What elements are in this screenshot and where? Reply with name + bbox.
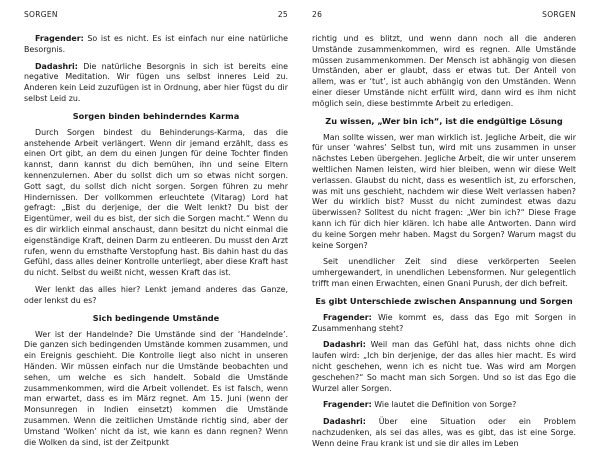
body-paragraph: Wer ist der Handelnde? Die Umstände sind der ‘Handelnde’. Die ganzen sich bedingenden Umstände kommen zusammen, und ein Ereignis geschieht. Die Kontrolle liegt also nicht in unseren Händen. Wir müssen einfach nur die Umstände beobachten und sehen, um welche es sich handelt. Sobald die Umstände zusammenkommen, wird die Arbeit vollendet. Es ist falsch, wenn man erwartet, dass es im März regnet. Am 15. Juni (wenn der Monsunregen in Indien einsetzt) kommen die Umstände zusammen. Wenn die zeitlichen Umstände richtig sind, aber der Umstand ‘Wolken’ nicht da ist, wie kann es dann regnen? Wenn die Wolken da sind, ist der Zeitpunkt: [24, 329, 288, 447]
body-paragraph: Wer lenkt das alles hier? Lenkt jemand anderes das Ganze, oder lenkst du es?: [24, 284, 288, 305]
page-header: [312, 10, 576, 24]
section-heading: Zu wissen, „Wer bin ich“, ist die endgültige Lösung: [325, 115, 563, 126]
page-body: [24, 34, 288, 448]
body-paragraph: richtig und es blitzt, und wenn dann noch all die anderen Umstände zusammenkommen, wird es regnen. Alle Umstände müssen zusammenkommen. Der Mensch ist abhängig von diesen Umständen, aber er glaubt, dass er etwas tut. Der Anteil von allem, was er ‘tut’, ist auch abhängig von den Umständen. Wenn einer dieser Umstände nicht erfüllt wird, dann wird es ihm nicht möglich sein, diese bestimmte Arbeit zu erledigen.: [312, 34, 576, 108]
speaker-label: Fragender:: [35, 34, 84, 43]
page-number: 26: [312, 10, 323, 19]
answer-paragraph: [24, 62, 288, 105]
speaker-label: Fragender:: [323, 400, 372, 410]
speaker-label: Fragender:: [323, 312, 372, 322]
body-paragraph: Seit unendlicher Zeit sind diese verkörperten Seelen umhergewandert, in unendlichen Lebensformen. Nur gelegentlich trifft man einen Erwachten, einen Gnani Purush, der dich befreit.: [312, 257, 576, 288]
body-paragraph: Man sollte wissen, wer man wirklich ist. Jegliche Arbeit, die wir für unser ‘wahres’ Selbst tun, wird mit uns zusammen in unser nächstes Leben übergehen. Jegliche Arbeit, die wir unter unserem weltlichen Namen leisten, wird hier bleiben, wenn wir diese Welt verlassen. Glaubst du nicht, dass es wesentlich ist, zu erforschen, was mit uns geschieht, nachdem wir diese Welt verlassen haben? Wer du wirklich bist? Musst du nicht zumindest etwas dazu überwissen? Solltest du nicht fragen: „Wer bin ich?“ Diese Frage kann ich für dich hier klären. Ich habe alle Antworten. Dann wird du keine Sorgen mehr haben. Magst du Sorgen? Warum magst du keine Sorgen?: [312, 132, 576, 250]
question-paragraph: [24, 34, 288, 56]
section-heading: Sorgen binden behinderndes Karma: [72, 110, 240, 121]
left-page: [24, 0, 288, 465]
section-heading: Sich bedingende Umstände: [92, 312, 220, 323]
body-paragraph: Durch Sorgen bindest du Behinderungs-Karma, das die anstehende Arbeit verlängert. Wenn dir jemand erzählt, dass es einen Ort gibt, an dem du einen Jungen für deine Tochter finden kannst, dann kannst du dich bemühen, ihn und seine Eltern kennenzulernen. Aber du sollst dich um so etwas nicht sorgen. Gott sagt, du sollst dich nicht sorgen. Sorgen führen zu mehr Hindernissen. Der vollkommen erleuchtete (Vitarag) Lord hat gefragt: „Bist du derjenige, der die Welt lenkt? Du bist der Eigentümer, weil du es bist, der sich die Sorgen macht.“ Wenn du es dir wirklich einmal anschaust, dann besitzt du nicht einmal die eigenständige Kraft, deinen Darm zu entleeren. Du musst den Arzt rufen, wenn du ernsthafte Verstopfung hast. Bis dahin hast du das Gefühl, dass alles deiner Kontrolle unterliegt, aber diese Kraft hast du nicht. Selbst du weißt nicht, wessen Kraft das ist.: [24, 127, 288, 278]
running-title: SORGEN: [542, 10, 576, 19]
paragraph-text: Wie kommt es, dass das Ego mit Sorgen in Zusammenhang steht?: [312, 312, 576, 333]
speaker-label: Dadashri:: [323, 340, 366, 350]
running-title: SORGEN: [24, 10, 58, 19]
page-header: [24, 10, 288, 24]
answer-paragraph: [312, 340, 576, 394]
section-heading: Es gibt Unterschiede zwischen Anspannung und Sorgen: [315, 295, 573, 306]
question-paragraph: [312, 313, 576, 335]
speaker-label: Dadashri:: [323, 417, 366, 427]
speaker-label: Dadashri:: [35, 61, 78, 71]
paragraph-text: Die natürliche Besorgnis in sich ist bereits eine negative Meditation. Wir fügen uns selbst inneres Leid zu. Anderen kein Leid zuzufügen ist in Ordnung, aber hier fügst du dir selbst Leid zu.: [24, 61, 288, 103]
page-number: 25: [277, 10, 288, 19]
paragraph-text: Über eine Situation oder ein Problem nachzudenken, als sei das alles, was es gibt, das ist eine Sorge. Wenn deine Frau krank ist und sie dir alles im Leben: [312, 417, 576, 448]
right-page: [312, 0, 576, 465]
question-paragraph: [312, 400, 576, 411]
paragraph-text: Wie lautet die Definition von Sorge?: [371, 400, 517, 410]
answer-paragraph: [312, 417, 576, 449]
paragraph-text: So ist es nicht. Es ist einfach nur eine natürliche Besorgnis.: [24, 34, 288, 54]
page-body: [312, 34, 576, 450]
paragraph-text: Weil man das Gefühl hat, dass nichts ohne dich laufen wird: „Ich bin derjenige, der das alles hier macht. Es wird nicht geschehen, wenn ich es nicht tue. Was wird am Morgen geschehen?“ So macht man sich Sorgen. Und so ist das Ego die Wurzel aller Sorgen.: [312, 340, 576, 393]
